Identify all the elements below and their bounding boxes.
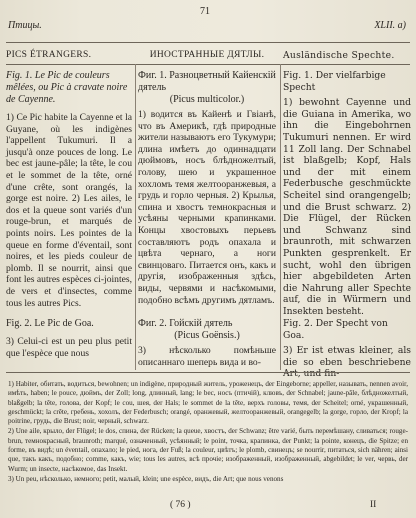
- french-fig1-text: 1) Ce Pic habite la Cayenne et la Guyane, où les indigènes l'appellent Tukumuri. Il a jusqu'à onze pouces de long. Le bec est jaune-pâle; la tête, le cou et le sommet de la tête, orné d'une crête, sont orangés, la gorge est noire. 2) Les ailes, le dos et la queue sont variés d'un rouge-brun, et marqués de points noirs. Les pointes de la queue en forme d'éventail, sont noires, et les pieds couleur de plomb. Il se nourrit, ainsi que font les autres espèces ci-jointes, de vers et d'insectes, comme tous les autres Pics.: [6, 112, 133, 309]
- footnote-3: 3) Un peu, нѣсколько, немного; petit, малый, klein; une espèce, видъ, die Art; que nous venons: [8, 474, 284, 483]
- german-fig1-text: 1) bewohnt Cayenne und die Guiana in Amerika, wo ihn die Eingebohrnen Tukumuri nennen. Er wird 11 Zoll lang. Der Schnabel ist blaßgelb; Kopf, Hals und der mit einem Federbusche geschmückte Scheitel sind orangengelb; und die Brust schwarz. 2) Die Flügel, der Rücken und Schwanz sind braunroth, mit schwarzen Punkten gesprenkelt. Er sucht, wohl den übrigen hier abgebildeten Arten die Nahrung aller Spechte auf, die in Würmern und Insekten besteht.: [283, 97, 411, 317]
- running-header: [8, 20, 406, 34]
- russian-fig1-text: 1) водится въ Кайенѣ и Гвіанѣ, что въ Америкѣ, гдѣ природные жители называютъ его Тукумури; длина имѣетъ до одиннадцати дюймовъ, носъ блѣдножелтый, голову, шею и украшенное хохломъ темя желтооранжевыя, а грудь и горло черныя. 2) Крылья, спина и хвостъ темнокрасныя и усѣяны черными крапинками. Концы хвостовыхъ перьевъ составляютъ родъ опахала и цвѣта чернаго, а ноги свинцоваго. Питается онъ, какъ и другія, изображенныя здѣсь, виды, червями и насѣкомыми, подобно всѣмъ другимъ дятламъ.: [138, 109, 276, 306]
- page-footer: [0, 500, 416, 514]
- french-column-title: PICS ÉTRANGERS.: [6, 50, 92, 60]
- russian-fig2-text: 3) нѣсколько помѣньше описаннаго шеперь вида и во-: [138, 345, 276, 368]
- german-column: [283, 70, 411, 317]
- french-fig2-heading: Fig. 2. Le Pic de Goa.: [6, 318, 94, 329]
- french-fig1-heading: Fig. 1. Le Pic de couleurs mêlées, ou Pic à cravate noire de Cayenne.: [6, 70, 128, 105]
- footnotes: [8, 380, 408, 485]
- header-left: Птицы.: [8, 20, 42, 31]
- german-fig1-heading: Fig. 1. Der vielfarbige Specht: [283, 70, 386, 93]
- french-fig2-text: 3) Celui-ci est un peu plus petit que l'espèce que nous: [6, 336, 132, 359]
- german-fig2-text: 3) Er ist etwas kleiner, als die so eben beschriebene Art, und fin-: [283, 345, 411, 380]
- german-column-title: Ausländische Spechte.: [283, 50, 395, 61]
- footer-page-number: ( 76 ): [170, 500, 191, 510]
- column-divider: [280, 64, 281, 370]
- russian-fig2-latin: (Picus Goënsis.): [174, 330, 240, 341]
- german-fig2: [283, 318, 411, 380]
- russian-column: [138, 70, 276, 306]
- footnote-rule: [6, 372, 410, 373]
- german-fig2-heading: Fig. 2. Der Specht von Goa.: [283, 318, 388, 341]
- footnote-2: 2) Une aile, крыло, der Flügel; le dos, спина, der Rücken; la queue, хвостъ, der Schwanz; être varié, быть перемѣшану, сливаться; rouge-brun, темнокрасный, braunroth; marqué, означенный, усѣянный; le point, точка, крапинка, der Punkt; la pointe, конецъ, die Spitze; en forme, въ видѣ; un éventail, опахало; le pied, нога, der Fuß; la couleur, цвѣтъ; le plomb, свинецъ; se nourrir, питаться, sich nähren; ainsi que, такъ какъ, подобно; comme, какъ, wie; tous les autres, всѣ прочіе; изображенный, изображенный, abgebildet; le ver, червь, der Wurm; un insecte, насѣкомое, das Insekt.: [8, 427, 408, 473]
- footnote-1: 1) Habiter, обитать, водиться, bewohnen; un indigène, природный житель, уроженецъ, der Eingeborne; appeller, называть, nennen avoir, имѣть, haben; le pouce, дюймъ, der Zoll; long, длинный, lang; le bec, носъ (птичій), клювъ, der Schnabel; jaune-pâle, блѣдножелтый, blaßgelb; la tête, голова, der Kopf; le cou, шея, der Hals; le sommet de la tête, верхъ головы, темя, der Scheitel; orné, украшенный, geschmückt; la crête, гребень, хохолъ, der Federbusch; orangé, оранжевый, желтооранжевый, orangegelb; la gorge, горло, der Kropf; la poitrine, грудь, die Brust; noir, черный, schwarz.: [8, 380, 408, 426]
- header-right: XLII. a): [374, 20, 406, 31]
- header-rule: [6, 42, 410, 43]
- column-divider: [135, 64, 136, 370]
- french-fig2: [6, 318, 132, 359]
- footer-signature: II: [370, 500, 377, 510]
- russian-fig1-latin: (Picus multicolor.): [169, 94, 245, 105]
- russian-fig2-heading: Фиг. 2. Гойскій дятель: [138, 318, 233, 329]
- title-rule: [6, 64, 410, 65]
- russian-fig2: [138, 318, 276, 368]
- page-number-top: 71: [200, 6, 210, 17]
- russian-fig1-heading: Фиг. 1. Разноцветный Кайенскій дятель: [138, 70, 276, 93]
- russian-column-title: ИНОСТРАННЫЕ ДЯТЛЫ.: [149, 50, 265, 60]
- french-column: [6, 70, 132, 309]
